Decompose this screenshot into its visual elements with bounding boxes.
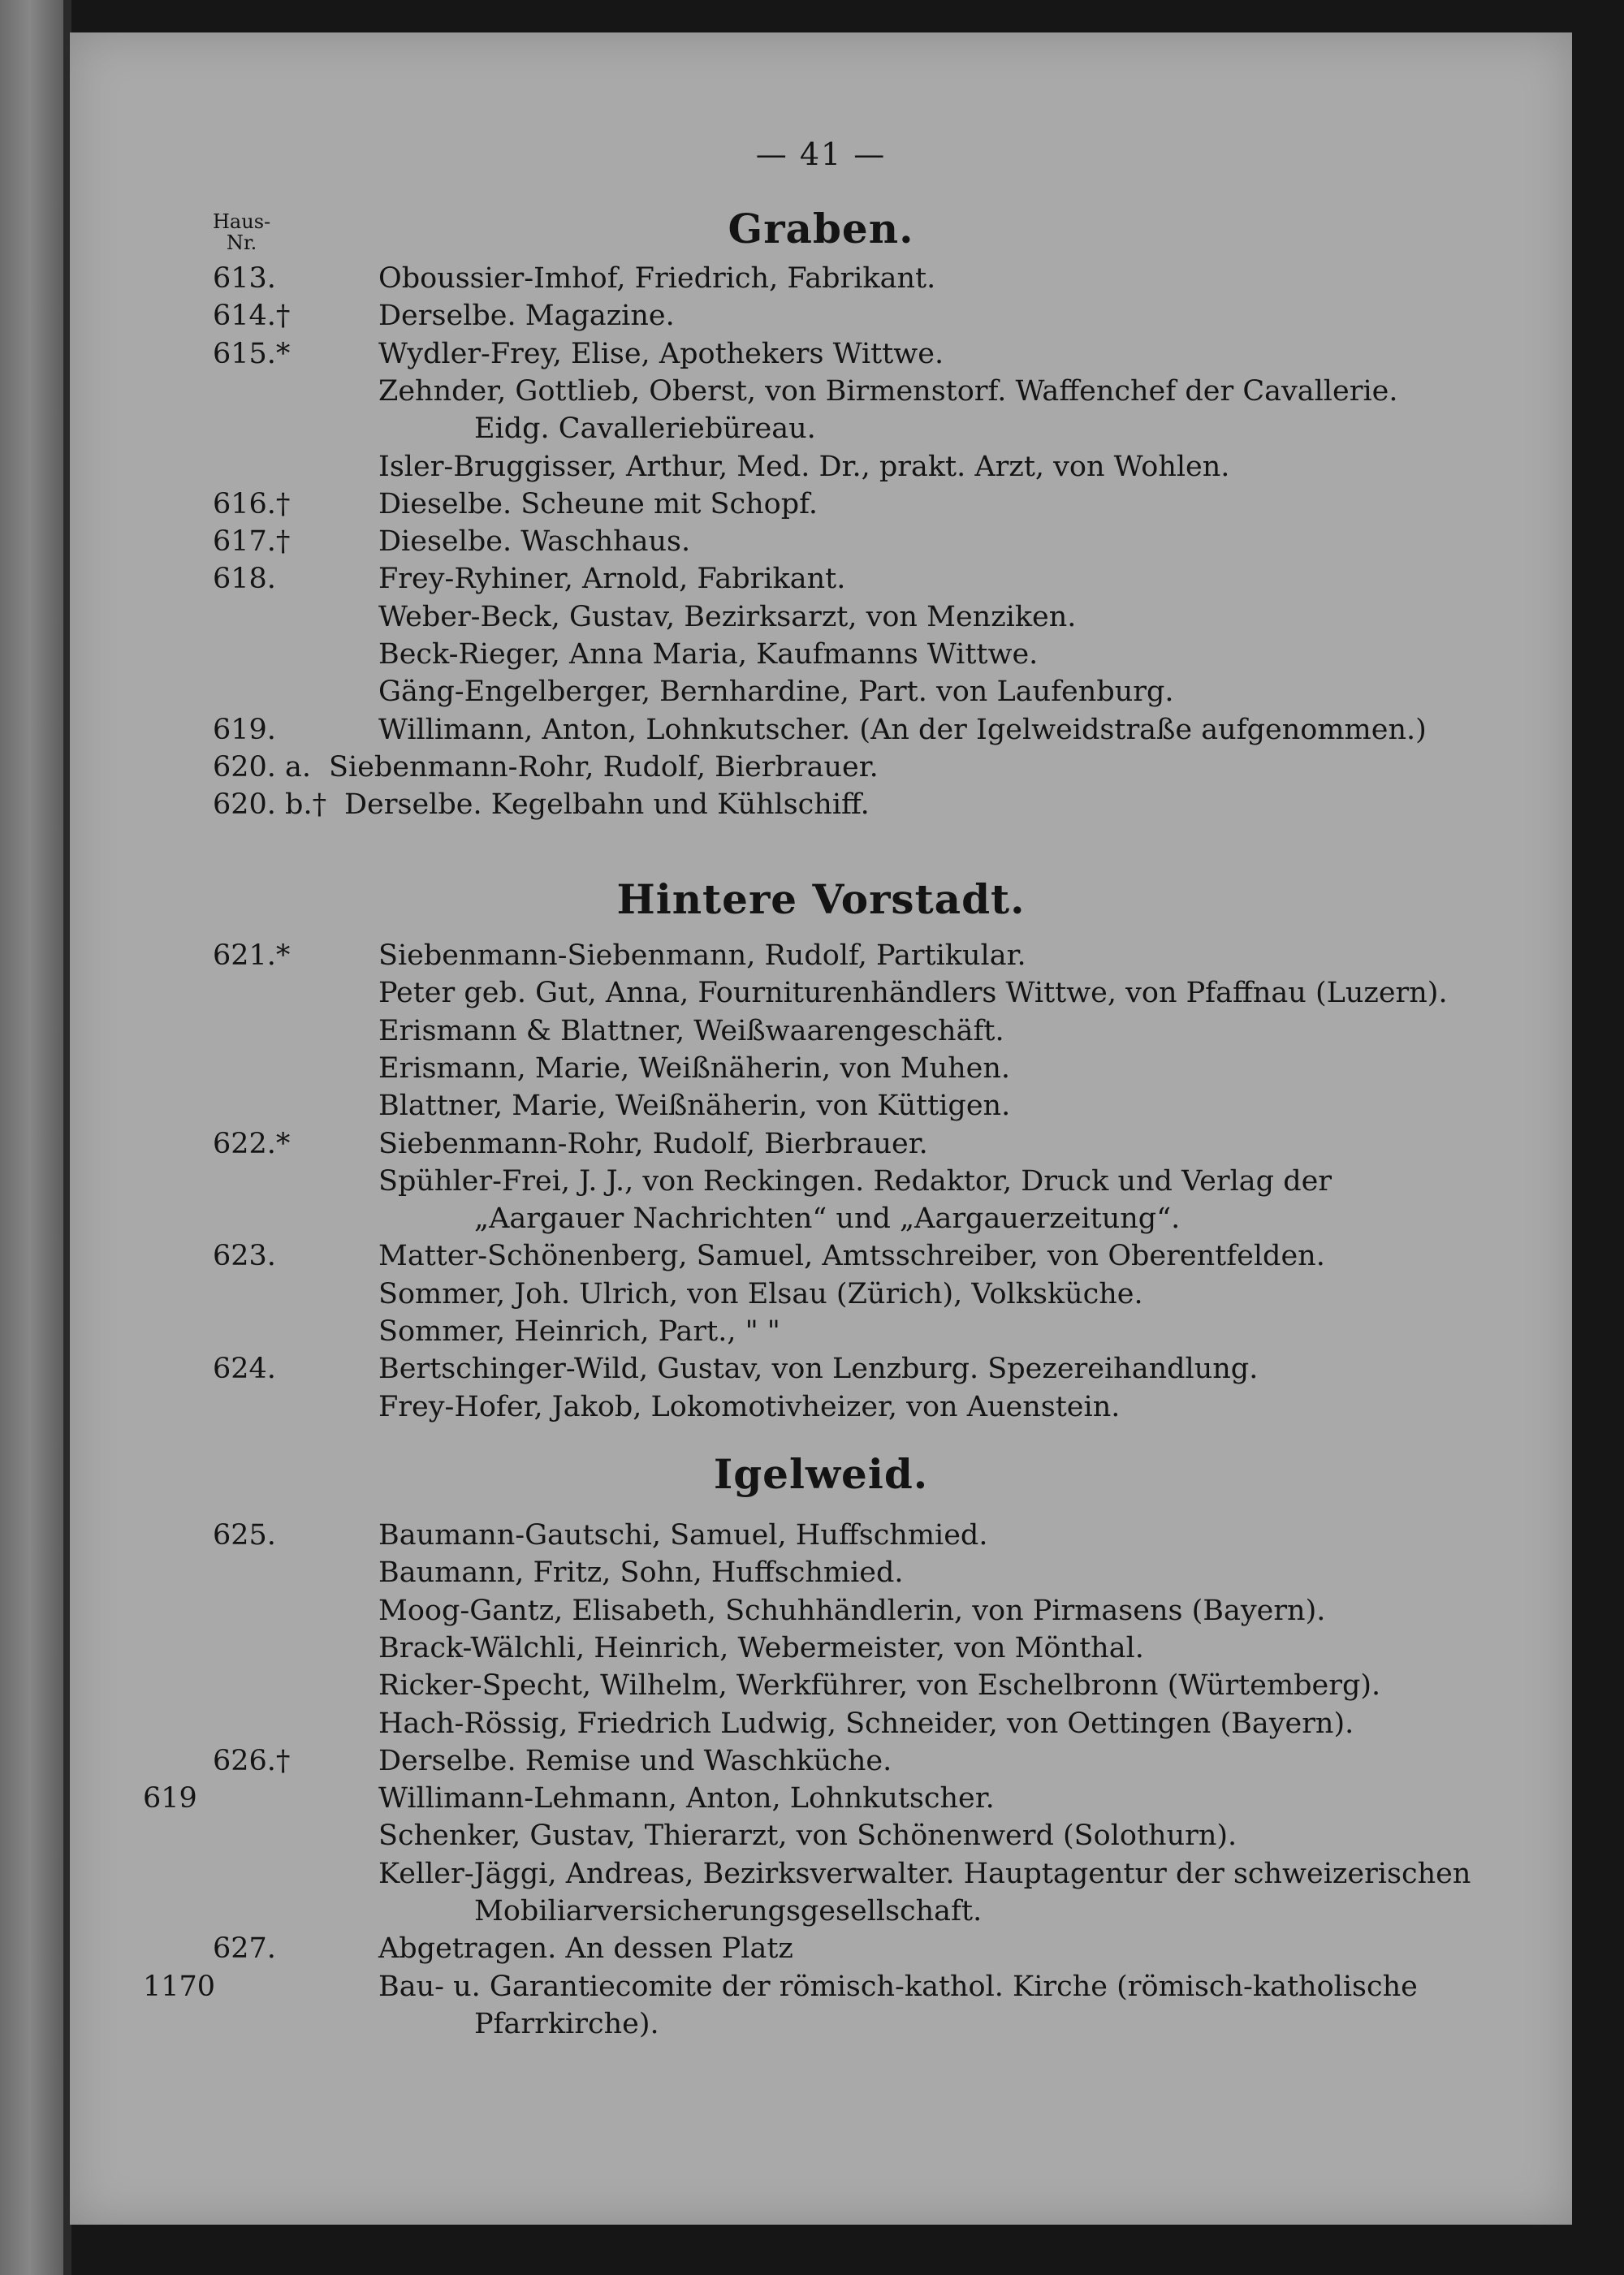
entry-line [70,410,1572,447]
house-number: 625. [213,1519,276,1552]
house-number: 623. [213,1240,276,1273]
entry-line [70,2005,1572,2043]
entry-text: „Aargauer Nachrichten“ und „Aargauerzeitung“. [474,1202,1181,1236]
entry-text: Bertschinger-Wild, Gustav, von Lenzburg. Spezereihandlung. [378,1353,1259,1386]
page-number: — 41 — [755,136,887,172]
entry-line [70,786,1572,823]
entry-text: Eidg. Cavalleriebüreau. [474,412,816,446]
entry-text: Erismann & Blattner, Weißwaarengeschäft. [378,1014,1004,1047]
column-header-line-1: Haus- [213,210,271,233]
book-spine [0,0,67,2275]
entry-text: Sommer, Joh. Ulrich, von Elsau (Zürich), Volksküche. [378,1277,1143,1310]
entry-text: Derselbe. Kegelbahn und Kühlschiff. [344,788,870,822]
entry-text: Siebenmann-Rohr, Rudolf, Bierbrauer. [329,750,879,784]
entry-text: Dieselbe. Waschhaus. [378,525,691,559]
house-number: 615.* [213,337,291,370]
house-number: 627. [213,1932,276,1966]
house-number: 616.† [213,487,291,520]
entry-text: Oboussier-Imhof, Friedrich, Fabrikant. [378,262,936,295]
section-title: Graben. [728,205,914,253]
entry-text: Sommer, Heinrich, Part., " " [378,1315,780,1348]
entry-line [70,1780,1572,1817]
entry-line [70,1592,1572,1630]
entry-text: Derselbe. Magazine. [378,300,675,333]
margin-number: 619 [143,1782,197,1815]
entry-text: Peter geb. Gut, Anna, Fourniturenhändlers Wittwe, von Pfaffnau (Luzern). [378,977,1448,1010]
entry-line [70,1388,1572,1426]
entry-line [70,974,1572,1012]
section-title: Igelweid. [713,1450,929,1498]
house-number: 622.* [213,1127,291,1160]
house-number: 624. [213,1353,276,1386]
entry-line [70,1742,1572,1780]
entry-line [70,335,1572,373]
entry-text: Baumann, Fritz, Sohn, Huffschmied. [378,1556,904,1590]
entry-text: Ricker-Specht, Wilhelm, Werkführer, von Eschelbronn (Würtemberg). [378,1669,1381,1703]
entry-line [70,1200,1572,1237]
entry-text: Blattner, Marie, Weißnäherin, von Küttigen. [378,1090,1011,1123]
entry-line [70,1313,1572,1350]
house-number: 613. [213,262,276,295]
entry-line [70,937,1572,974]
entry-text: Siebenmann-Rohr, Rudolf, Bierbrauer. [378,1127,928,1160]
entry-line [70,448,1572,486]
entry-line [70,1517,1572,1554]
entry-text: Willimann-Lehmann, Anton, Lohnkutscher. [378,1782,995,1815]
column-header-line-2: Nr. [226,231,257,254]
entry-line [70,1276,1572,1313]
entry-text: Gäng-Engelberger, Bernhardine, Part. von Laufenburg. [378,676,1174,709]
entry-line [70,1855,1572,1893]
entry-line [70,1667,1572,1704]
house-number: 626.† [213,1744,291,1777]
entry-line [70,1125,1572,1163]
entry-line [70,673,1572,710]
entry-text: Isler-Bruggisser, Arthur, Med. Dr., prakt. Arzt, von Wohlen. [378,450,1230,483]
house-number: 617.† [213,525,291,559]
entry-line [70,260,1572,297]
entry-text: Beck-Rieger, Anna Maria, Kaufmanns Wittwe. [378,638,1039,671]
entry-line [70,1630,1572,1667]
entry-text: Frey-Ryhiner, Arnold, Fabrikant. [378,563,846,596]
entry-line [70,560,1572,598]
entry-text: Bau- u. Garantiecomite der römisch-kathol. Kirche (römisch-katholische [378,1970,1418,2003]
entry-line [70,1350,1572,1388]
house-number: 618. [213,563,276,596]
entry-text: Pfarrkirche). [474,2007,659,2040]
entry-line [70,373,1572,410]
entry-text: Spühler-Frei, J. J., von Reckingen. Redaktor, Druck und Verlag der [378,1164,1332,1198]
entry-text: Hach-Rössig, Friedrich Ludwig, Schneider, von Oettingen (Bayern). [378,1707,1354,1740]
house-number: 620. b.† [213,788,327,822]
entry-line [70,1050,1572,1087]
entry-text: Dieselbe. Scheune mit Schopf. [378,487,818,520]
entry-line [70,1163,1572,1200]
entry-line [70,1012,1572,1050]
entry-line [70,1817,1572,1854]
entry-text: Willimann, Anton, Lohnkutscher. (An der Igelweidstraße aufgenommen.) [378,713,1427,746]
entry-text: Brack-Wälchli, Heinrich, Webermeister, von Mönthal. [378,1631,1144,1664]
house-number: 620. a. [213,750,312,784]
entry-text: Keller-Jäggi, Andreas, Bezirksverwalter. Hauptagentur der schweizerischen [378,1857,1471,1890]
entry-text: Matter-Schönenberg, Samuel, Amtsschreiber, von Oberentfelden. [378,1240,1325,1273]
entry-text: Schenker, Gustav, Thierarzt, von Schönenwerd (Solothurn). [378,1820,1237,1853]
entry-text: Zehnder, Gottlieb, Oberst, von Birmenstorf. Waffenchef der Cavallerie. [378,374,1398,408]
document-page [70,32,1572,2225]
entry-line [70,486,1572,523]
entry-line [70,1893,1572,1930]
entry-line [70,598,1572,636]
entry-text: Wydler-Frey, Elise, Apothekers Wittwe. [378,337,944,370]
house-number: 614.† [213,300,291,333]
section-title: Hintere Vorstadt. [616,875,1026,923]
entry-line [70,1554,1572,1591]
entry-text: Erismann, Marie, Weißnäherin, von Muhen. [378,1051,1011,1085]
entry-text: Mobiliarversicherungsgesellschaft. [474,1895,983,1927]
entry-line [70,1968,1572,2005]
house-number: 619. [213,713,276,746]
page-content [70,32,1572,2225]
entry-line [70,297,1572,335]
entry-text: Siebenmann-Siebenmann, Rudolf, Partikular. [378,939,1026,972]
entry-line [70,1930,1572,1967]
entry-line [70,636,1572,673]
entry-text: Baumann-Gautschi, Samuel, Huffschmied. [378,1519,988,1552]
entry-text: Derselbe. Remise und Waschküche. [378,1744,892,1777]
entry-line [70,749,1572,786]
margin-number: 1170 [143,1970,216,2003]
entry-text: Weber-Beck, Gustav, Bezirksarzt, von Menziken. [378,600,1077,633]
entry-text: Moog-Gantz, Elisabeth, Schuhhändlerin, von Pirmasens (Bayern). [378,1594,1326,1627]
entry-text: Frey-Hofer, Jakob, Lokomotivheizer, von Auenstein. [378,1390,1121,1423]
entry-line [70,1237,1572,1275]
entry-text: Abgetragen. An dessen Platz [378,1932,793,1966]
entry-line [70,711,1572,749]
entry-line [70,1087,1572,1125]
entry-line [70,523,1572,560]
entry-line [70,1705,1572,1742]
house-number: 621.* [213,939,291,972]
